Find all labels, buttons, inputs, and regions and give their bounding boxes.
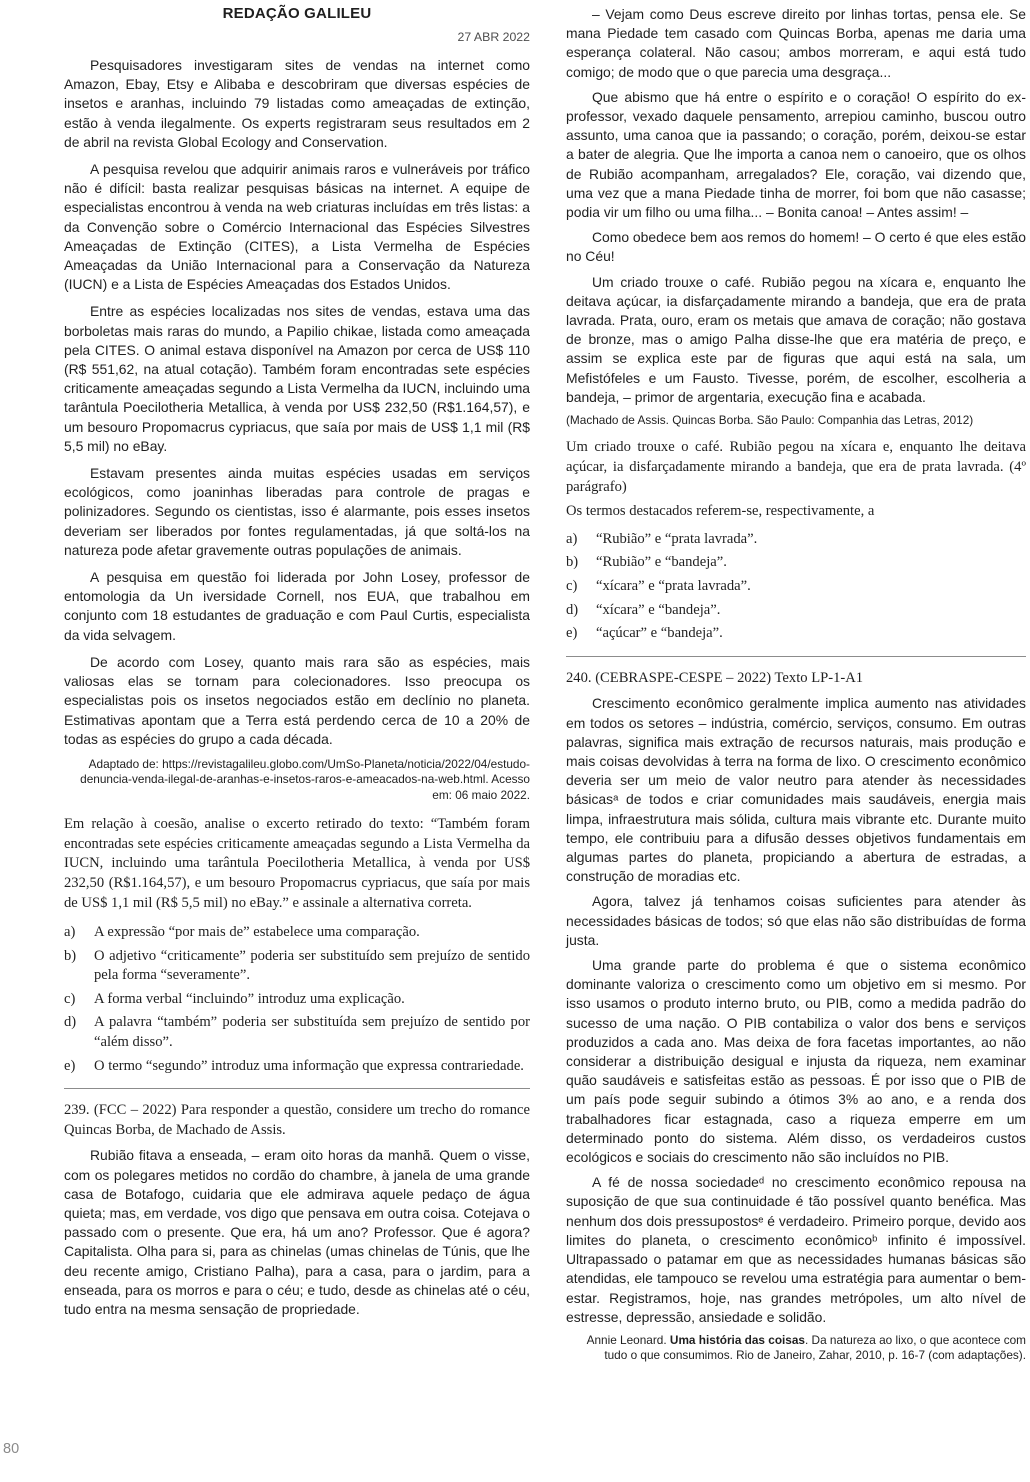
text-paragraph: A fé de nossa sociedadeᵈ no crescimento econômico repousa na suposição de que sua continuidade é tão possível quanto benéfica. Mas nenhum dos dois pressupostosᵉ é verdadeiro. Primeiro porque, devido aos limites do planeta, o crescimento econômicoᵇ infinito é impossível. Ultrapassado o patamar em que as necessidades humanas básicas são atendidas, ele tampouco se revelou uma estratégia para aumentar o bem-estar. Registramos, hoje, nas grandes metrópoles, um alto nível de estresse, depressão, ansiedade e solidão. — [566, 1174, 1026, 1325]
novel-paragraph: Que abismo que há entre o espírito e o coração! O espírito do ex-professor, vexado daquele pensamento, arrepiou caminho, buscou outro assunto, uma canoa que ia passando; o coração, porém, deixou-se estar a bater de alegria. Que lhe importa a canoa nem o canoeiro, que os olhos de Rubião acompanham, arregalados? Ele, coração, vai dizendo que, uma vez que a mana Piedade tinha de morrer, foi bom que não casasse; podia vir um filho ou uma filha... – Bonita canoa! – Antes assim! – — [566, 88, 1026, 221]
attribution-title: Uma história das coisas — [669, 1332, 805, 1347]
text-paragraph: Uma grande parte do problema é que o sistema econômico dominante valoriza o crescimento como um objetivo em si mesmo. Por isso usamos o produto interno bruto, ou PIB, como a medida padrão do sucesso de uma nação. O PIB contabiliza o valor dos bens e serviços produzidos a cada ano. Mas deixa de fora facetas importantes, ao não considerar a distribuição desigual e injusta da riqueza, nem examinar quão saudáveis e satisfeitas estão as pessoas. É por isso que o PIB de um país pode seguir subindo a ótimos 3% ao ano, e a renda dos trabalhadores ficar estagnada, caso a riqueza emperre em um determinado ponto do sistema. Além disso, os verdadeiros custos ecológicos e sociais do crescimento não são incluídos no PIB. — [566, 957, 1026, 1166]
source-attribution: Adaptado de: https://revistagalileu.globo.com/UmSo-Planeta/noticia/2022/04/estudo-denuncia-venda-ilegal-de-aranhas-e-insetos-raros-e-ameacados-na-web.html. Acesso em: 06 maio 2022. — [80, 756, 530, 802]
option-text: “Rubião” e “bandeja”. — [596, 554, 727, 571]
answer-option-a — [566, 530, 1026, 550]
option-text: O adjetivo “criticamente” poderia ser substituído sem prejuízo de sentido pela forma “severamente”. — [94, 947, 530, 984]
option-text: A palavra “também” poderia ser substituída sem prejuízo de sentido por “além disso”. — [94, 1014, 530, 1051]
option-text: “xícara” e “bandeja”. — [596, 601, 721, 618]
novel-paragraph: – Vejam como Deus escreve direito por linhas tortas, pensa ele. Se mana Piedade tem casado com Quincas Borba, apenas me daria uma esperança colateral. Não casou; ambos morreram, e aqui está tudo comigo; de modo que o que parecia uma desgraça... — [566, 6, 1026, 80]
option-letter: c) — [64, 990, 76, 1007]
attribution-prefix: Annie Leonard. — [586, 1332, 670, 1347]
option-letter: c) — [566, 578, 578, 595]
answer-option-c — [566, 577, 1026, 597]
text-paragraph: Agora, talvez já tenhamos coisas suficientes para atender às necessidades básicas de todos; só que elas não são distribuídas de forma justa. — [566, 893, 1026, 948]
option-text: O termo “segundo” introduz uma informação que expressa contrariedade. — [94, 1057, 524, 1074]
article-paragraph: Entre as espécies localizadas nos sites de vendas, estava uma das borboletas mais raras do mundo, a Papilio chikae, listada como ameaçada pela CITES. O animal estava disponível na Amazon por cerca de US$ 110 (R$ 551,62, na atual cotação). Também foram encontradas sete espécies criticamente ameaçadas segundo a Lista Vermelha da IUCN, incluindo uma tarântula Poecilotheria Metallica, à venda por US$ 232,50 (R$1.164,57), e um besouro Propomacrus cypriacus, que saía por mais de US$ 1,1 mil (R$ 5,5 mil) no eBay. — [64, 303, 530, 454]
novel-source-attribution: (Machado de Assis. Quincas Borba. São Paulo: Companhia das Letras, 2012) — [566, 413, 974, 428]
option-letter: a) — [566, 530, 578, 547]
option-text: A forma verbal “incluindo” introduz uma explicação. — [94, 990, 405, 1007]
question-238-text: Em relação à coesão, analise o excerto retirado do texto: “Também foram encontradas sete espécies criticamente ameaçadas segundo a Lista Vermelha da IUCN, incluindo uma tarântula Poecilotheria Metallica, à venda por US$ 232,50 (R$1.164,57), e um besouro Propomacrus cypriacus, que saía por mais de US$ 1,1 mil (R$ 5,5 mil) no eBay.” e assinale a alternativa correta. — [64, 816, 530, 911]
option-text: “açúcar” e “bandeja”. — [596, 625, 723, 642]
novel-paragraph: Como obedece bem aos remos do homem! – O certo é que eles estão no Céu! — [566, 229, 1026, 265]
answer-option-e — [566, 624, 1026, 644]
question-239-prompt: Os termos destacados referem-se, respectivamente, a — [566, 503, 875, 520]
option-letter: e) — [64, 1057, 76, 1074]
attribution-suffix: . Da natureza ao lixo, o que acontece com tudo o que consumimos. Rio de Janeiro, Zahar, 2010, p. 16-7 (com adaptações). — [604, 1332, 1026, 1363]
article-paragraph: A pesquisa revelou que adquirir animais raros e vulneráveis por tráfico não é difícil: basta realizar pesquisas básicas na internet. A equipe de especialistas encontrou à venda na web criaturas incluídas em três listas: a da Convenção sobre o Comércio Internacional das Espécies Silvestres Ameaçadas de Extinção (CITES), a Lista Vermelha de Espécies Ameaçadas da União Internacional para a Conservação da Natureza (IUCN) e a Lista de Espécies Ameaçadas dos Estados Unidos. — [64, 161, 530, 293]
option-letter: b) — [64, 947, 77, 964]
article-paragraph: Estavam presentes ainda muitas espécies usadas em serviços ecológicos, como joaninhas liberadas para controle de pragas e polinizadores. Segundo os cientistas, isso é alarmante, pois esses insetos deveriam ser liberados por fontes regulamentadas, já que soltá-los na natureza pode afetar gravemente outras populações de animais. — [64, 465, 530, 558]
section-divider — [64, 1088, 530, 1089]
article-title: REDAÇÃO GALILEU — [222, 5, 372, 22]
section-divider — [566, 656, 1026, 657]
text-attribution — [566, 1333, 1026, 1364]
option-letter: d) — [566, 601, 579, 618]
article-paragraph: Pesquisadores investigaram sites de vendas na internet como Amazon, Ebay, Etsy e Alibaba e descobriram que diversas espécies de insetos e aranhas, incluindo 79 listadas como ameaçadas de extinção, estão à venda ilegalmente. Os experts registraram seus resultados em 2 de abril na revista Global Ecology and Conservation. — [64, 57, 530, 150]
two-column-layout — [64, 5, 1026, 1364]
question-239-excerpt: Um criado trouxe o café. Rubião pegou na xícara e, enquanto lhe deitava açúcar, ia disfarçadamente mirando a bandeja, que era de prata lavrada. (4º parágrafo) — [566, 439, 1026, 495]
option-text: A expressão “por mais de” estabelece uma comparação. — [94, 924, 420, 941]
question-238-options — [64, 923, 530, 1076]
option-letter: e) — [566, 625, 578, 642]
answer-option-e — [64, 1057, 530, 1077]
answer-option-b — [64, 947, 530, 986]
answer-option-d — [64, 1013, 530, 1052]
article-paragraph: De acordo com Losey, quanto mais rara são as espécies, mais valiosas elas se tornam para colecionadores. Isso preocupa os especialistas pois os insetos negociados estão em declínio no planeta. Estimativas apontam que a Terra está perdendo cerca de 10 a 20% de todas as espécies do grupo a cada década. — [64, 653, 530, 747]
text-paragraph: Crescimento econômico geralmente implica aumento nas atividades em todos os setores – indústria, comércio, serviços, consumo. Em outras palavras, significa mais extração de recursos naturais, mais produção e mais coisas devolvidas à terra na forma de lixo. O crescimento econômico deveria ser um meio de valor neutro para atender às necessidades básicasᵃ de todos e criar comunidades mais saudáveis, energia mais limpa, infraestrutura mais sólida, cultura mais vibrante etc. Durante muito tempo, ele contribuiu para a difusão desses objetivos fundamentais em algumas partes do planeta, propiciando a abertura de estradas, a construção de moradias etc. — [566, 695, 1026, 885]
option-text: “xícara” e “prata lavrada”. — [596, 578, 751, 595]
article-date: 27 ABR 2022 — [457, 30, 530, 44]
option-text: “Rubião” e “prata lavrada”. — [596, 530, 758, 547]
novel-excerpt-paragraph: Rubião fitava a enseada, – eram oito horas da manhã. Quem o visse, com os polegares metidos no cordão do chambre, à janela de uma grande casa de Botafogo, cuidaria que ele admirava aquele pedaço de água quieta; mas, em verdade, vos digo que pensava em outra coisa. Cotejava o passado com o presente. Que era, há um ano? Professor. Que é agora? Capitalista. Olha para si, para as chinelas (umas chinelas de Túnis, que lhe deu recente amigo, Cristiano Palha), para a casa, para o jardim, para a enseada, para os morros e para o céu; e tudo, desde as chinelas até o céu, tudo entra na mesma sensação de propriedade. — [64, 1147, 530, 1318]
answer-option-d — [566, 601, 1026, 621]
option-letter: b) — [566, 554, 579, 571]
right-column — [566, 5, 1026, 1364]
question-239-header: 239. (FCC – 2022) Para responder a questão, considere um trecho do romance Quincas Borba, de Machado de Assis. — [64, 1102, 530, 1138]
option-letter: a) — [64, 924, 76, 941]
question-240-header: 240. (CEBRASPE-CESPE – 2022) Texto LP-1-A1 — [566, 669, 864, 686]
option-letter: d) — [64, 1014, 77, 1031]
question-239-options — [566, 530, 1026, 644]
page-number: 80 — [3, 1441, 20, 1457]
left-column — [64, 5, 530, 1364]
novel-paragraph: Um criado trouxe o café. Rubião pegou na xícara e, enquanto lhe deitava açúcar, ia disfarçadamente mirando a bandeja, que era de prata lavrada. Prata, ouro, eram os metais que amava de coração; não gostava de bronze, mas o amigo Palha disse-lhe que era matéria de preço, e assim se explica este par de figuras que aqui está na sala, um Mefistófeles e um Fausto. Tivesse, porém, de escolher, escolheria a bandeja, – primor de argentaria, execução fina e acabada. — [566, 273, 1026, 405]
article-paragraph: A pesquisa em questão foi liderada por John Losey, professor de entomologia da Un iversidade Cornell, nos EUA, que trabalhou em conjunto com 18 estudantes de graduação e com Paul Curtis, especialista da vida selvagem. — [64, 569, 530, 643]
answer-option-b — [566, 553, 1026, 573]
answer-option-c — [64, 990, 530, 1010]
answer-option-a — [64, 923, 530, 943]
